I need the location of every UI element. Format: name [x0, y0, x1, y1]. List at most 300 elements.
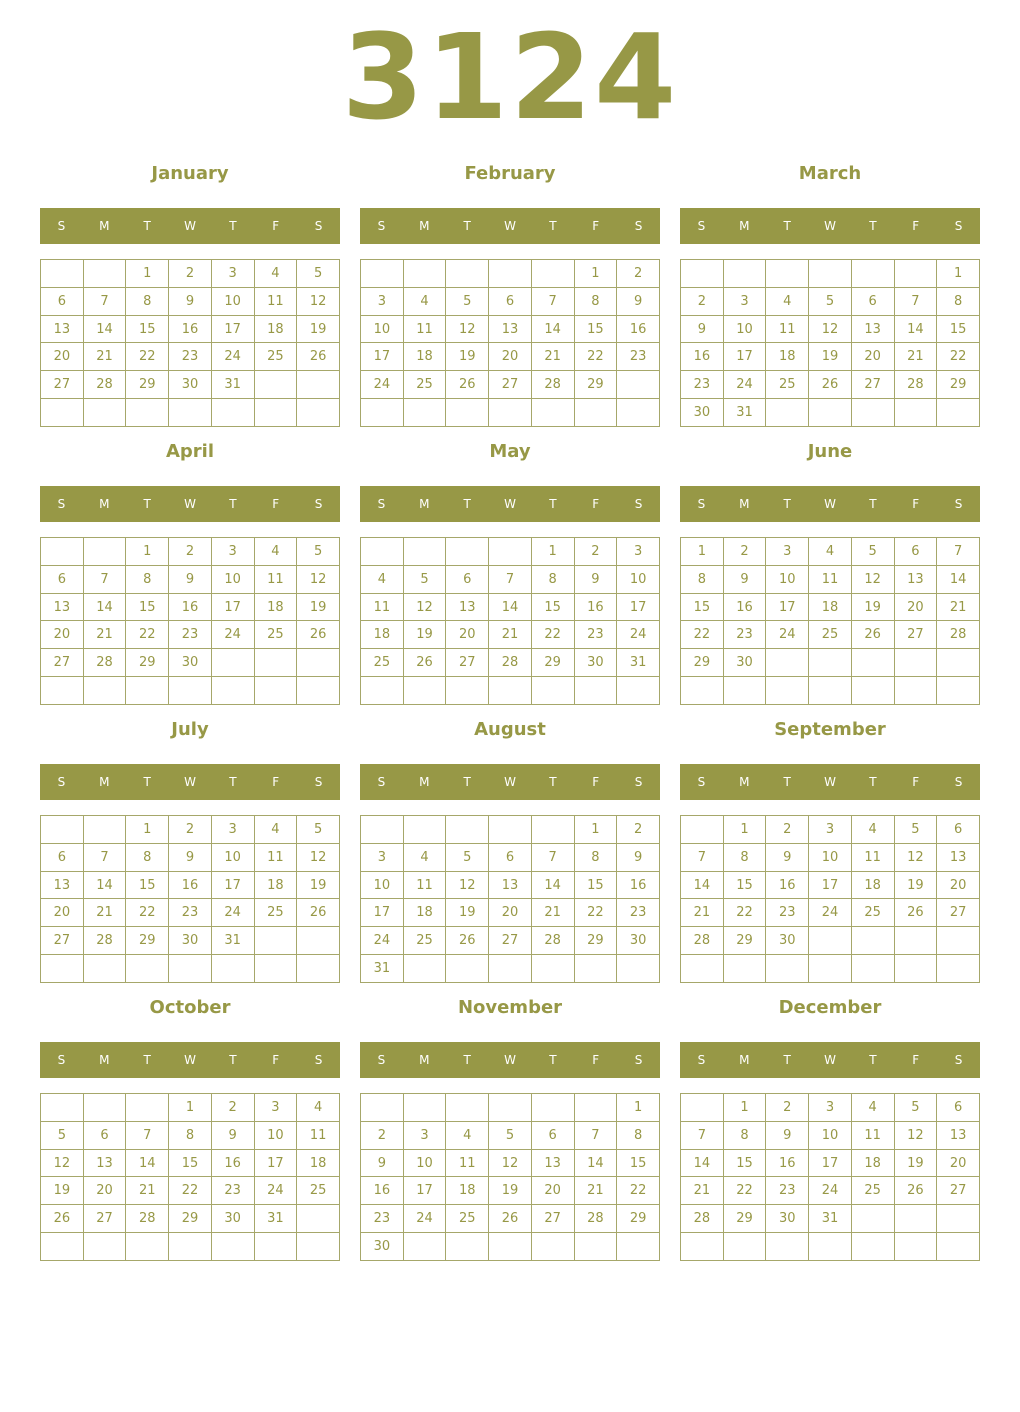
week-row: [361, 260, 660, 288]
empty-cell: [851, 399, 894, 427]
weekday-label: F: [912, 1053, 920, 1067]
day-cell: 7: [894, 287, 937, 315]
day-cell: 17: [361, 343, 404, 371]
day-cell: 9: [361, 1149, 404, 1177]
day-cell: 11: [446, 1149, 489, 1177]
day-cell: 4: [254, 260, 297, 288]
day-cell: 27: [446, 649, 489, 677]
week-row: [41, 649, 340, 677]
empty-cell: [169, 1233, 212, 1261]
day-cell: 25: [766, 371, 809, 399]
day-cell: 9: [723, 565, 766, 593]
empty-cell: [851, 260, 894, 288]
day-cell: 11: [403, 315, 446, 343]
week-row: [681, 287, 980, 315]
day-cell: 5: [851, 538, 894, 566]
weekday-label: T: [463, 1053, 471, 1067]
empty-cell: [617, 955, 660, 983]
week-row: [41, 816, 340, 844]
weekday-header: [360, 208, 660, 244]
day-cell: 25: [254, 621, 297, 649]
day-cell: 15: [126, 593, 169, 621]
week-row: [681, 1149, 980, 1177]
day-cell: 16: [169, 871, 212, 899]
day-cell: 13: [446, 593, 489, 621]
day-cell: 19: [446, 899, 489, 927]
day-cell: 25: [851, 1177, 894, 1205]
week-row: [361, 1233, 660, 1261]
day-cell: 10: [211, 287, 254, 315]
day-cell: 8: [617, 1121, 660, 1149]
day-cell: 11: [809, 565, 852, 593]
day-cell: 6: [851, 287, 894, 315]
week-row: [41, 1205, 340, 1233]
day-cell: 19: [446, 343, 489, 371]
day-cell: 27: [894, 621, 937, 649]
day-cell: 12: [851, 565, 894, 593]
weekday-label: M: [419, 497, 430, 511]
day-cell: 16: [169, 593, 212, 621]
empty-cell: [681, 260, 724, 288]
day-cell: 7: [531, 287, 574, 315]
weekday-label: S: [634, 775, 643, 789]
day-cell: 23: [617, 899, 660, 927]
weekday-label: W: [504, 775, 516, 789]
day-cell: 30: [766, 927, 809, 955]
week-row: [361, 565, 660, 593]
empty-cell: [617, 677, 660, 705]
empty-cell: [83, 955, 126, 983]
day-cell: 18: [254, 315, 297, 343]
day-cell: 18: [254, 593, 297, 621]
empty-cell: [446, 399, 489, 427]
day-cell: 16: [361, 1177, 404, 1205]
week-row: [361, 593, 660, 621]
day-cell: 7: [83, 843, 126, 871]
day-cell: 18: [297, 1149, 340, 1177]
empty-cell: [41, 955, 84, 983]
day-cell: 20: [851, 343, 894, 371]
weekday-header: [680, 486, 980, 522]
week-row: [361, 677, 660, 705]
empty-cell: [531, 816, 574, 844]
day-cell: 20: [531, 1177, 574, 1205]
day-cell: 21: [126, 1177, 169, 1205]
weekday-label: S: [57, 1053, 66, 1067]
weekday-label: T: [143, 1053, 151, 1067]
empty-cell: [809, 260, 852, 288]
weekday-label: W: [504, 497, 516, 511]
day-grid: [680, 537, 980, 705]
empty-cell: [126, 955, 169, 983]
week-row: [361, 1177, 660, 1205]
day-cell: 14: [83, 593, 126, 621]
weekday-label: M: [739, 1053, 750, 1067]
day-cell: 3: [211, 538, 254, 566]
empty-cell: [723, 677, 766, 705]
day-cell: 19: [297, 315, 340, 343]
day-cell: 12: [297, 287, 340, 315]
day-cell: 2: [723, 538, 766, 566]
weekday-label: M: [419, 219, 430, 233]
day-cell: 8: [681, 565, 724, 593]
empty-cell: [297, 1233, 340, 1261]
day-cell: 26: [894, 1177, 937, 1205]
day-cell: 28: [574, 1205, 617, 1233]
weekday-label: T: [783, 1053, 791, 1067]
empty-cell: [617, 399, 660, 427]
day-cell: 26: [446, 927, 489, 955]
day-cell: 13: [531, 1149, 574, 1177]
day-cell: 26: [403, 649, 446, 677]
day-cell: 25: [254, 343, 297, 371]
empty-cell: [531, 955, 574, 983]
day-cell: 22: [126, 343, 169, 371]
day-cell: 22: [681, 621, 724, 649]
day-cell: 27: [531, 1205, 574, 1233]
day-grid: [360, 259, 660, 427]
empty-cell: [489, 1094, 532, 1122]
day-cell: 5: [297, 538, 340, 566]
weekday-label: S: [314, 219, 323, 233]
day-cell: 22: [126, 621, 169, 649]
day-cell: 25: [361, 649, 404, 677]
week-row: [41, 955, 340, 983]
empty-cell: [766, 399, 809, 427]
day-cell: 28: [126, 1205, 169, 1233]
month-name: June: [807, 441, 853, 462]
day-cell: 20: [41, 621, 84, 649]
empty-cell: [766, 649, 809, 677]
day-cell: 8: [937, 287, 980, 315]
day-cell: 4: [809, 538, 852, 566]
day-cell: 2: [766, 816, 809, 844]
weekday-label: S: [314, 1053, 323, 1067]
day-cell: 28: [531, 927, 574, 955]
empty-cell: [361, 399, 404, 427]
weekday-label: S: [634, 1053, 643, 1067]
day-cell: 26: [297, 343, 340, 371]
week-row: [681, 565, 980, 593]
empty-cell: [169, 677, 212, 705]
empty-cell: [937, 1233, 980, 1261]
day-cell: 24: [211, 621, 254, 649]
day-cell: 24: [211, 343, 254, 371]
week-row: [681, 871, 980, 899]
weekday-label: S: [377, 219, 386, 233]
day-cell: 23: [169, 899, 212, 927]
day-cell: 3: [809, 1094, 852, 1122]
empty-cell: [297, 649, 340, 677]
weekday-label: F: [912, 775, 920, 789]
week-row: [361, 1149, 660, 1177]
weekday-label: S: [954, 219, 963, 233]
day-cell: 7: [489, 565, 532, 593]
day-cell: 17: [211, 315, 254, 343]
empty-cell: [531, 260, 574, 288]
day-cell: 29: [723, 1205, 766, 1233]
weekday-header: [680, 208, 980, 244]
day-cell: 29: [681, 649, 724, 677]
empty-cell: [211, 399, 254, 427]
day-cell: 7: [681, 843, 724, 871]
day-cell: 22: [531, 621, 574, 649]
day-cell: 8: [126, 287, 169, 315]
empty-cell: [41, 260, 84, 288]
weekday-header: [40, 1042, 340, 1078]
weekday-label: S: [377, 775, 386, 789]
day-cell: 19: [297, 593, 340, 621]
weekday-label: T: [463, 497, 471, 511]
weekday-label: S: [634, 219, 643, 233]
weekday-label: M: [99, 775, 110, 789]
weekday-header: [40, 486, 340, 522]
empty-cell: [361, 538, 404, 566]
day-cell: 23: [681, 371, 724, 399]
week-row: [361, 871, 660, 899]
day-cell: 30: [681, 399, 724, 427]
day-cell: 17: [723, 343, 766, 371]
day-cell: 8: [531, 565, 574, 593]
day-cell: 13: [41, 315, 84, 343]
empty-cell: [254, 927, 297, 955]
day-cell: 27: [937, 1177, 980, 1205]
empty-cell: [766, 677, 809, 705]
day-cell: 30: [574, 649, 617, 677]
week-row: [681, 1177, 980, 1205]
day-cell: 30: [361, 1233, 404, 1261]
empty-cell: [126, 1233, 169, 1261]
day-cell: 11: [297, 1121, 340, 1149]
empty-cell: [83, 260, 126, 288]
day-cell: 28: [894, 371, 937, 399]
empty-cell: [723, 260, 766, 288]
day-cell: 22: [126, 899, 169, 927]
empty-cell: [894, 677, 937, 705]
day-cell: 17: [254, 1149, 297, 1177]
day-cell: 4: [403, 843, 446, 871]
day-cell: 16: [617, 871, 660, 899]
weekday-label: F: [592, 497, 600, 511]
weekday-label: F: [272, 1053, 280, 1067]
day-cell: 26: [41, 1205, 84, 1233]
month-name: March: [798, 163, 862, 184]
day-cell: 20: [489, 343, 532, 371]
day-cell: 15: [937, 315, 980, 343]
day-cell: 21: [83, 621, 126, 649]
day-cell: 24: [211, 899, 254, 927]
weekday-label: M: [739, 219, 750, 233]
day-cell: 22: [574, 899, 617, 927]
weekday-label: T: [229, 1053, 237, 1067]
day-cell: 6: [531, 1121, 574, 1149]
day-cell: 16: [617, 315, 660, 343]
weekday-label: T: [143, 219, 151, 233]
week-row: [681, 1233, 980, 1261]
week-row: [681, 371, 980, 399]
day-cell: 1: [531, 538, 574, 566]
day-cell: 14: [937, 565, 980, 593]
day-cell: 15: [169, 1149, 212, 1177]
day-cell: 5: [297, 260, 340, 288]
empty-cell: [211, 955, 254, 983]
day-cell: 6: [489, 843, 532, 871]
empty-cell: [489, 955, 532, 983]
day-cell: 25: [446, 1205, 489, 1233]
week-row: [41, 399, 340, 427]
day-cell: 26: [297, 899, 340, 927]
empty-cell: [211, 649, 254, 677]
day-cell: 23: [169, 343, 212, 371]
day-cell: 27: [489, 371, 532, 399]
empty-cell: [766, 1233, 809, 1261]
empty-cell: [809, 399, 852, 427]
week-row: [41, 927, 340, 955]
empty-cell: [489, 260, 532, 288]
day-cell: 10: [361, 871, 404, 899]
week-row: [361, 287, 660, 315]
day-cell: 27: [41, 371, 84, 399]
day-cell: 13: [489, 315, 532, 343]
day-cell: 24: [403, 1205, 446, 1233]
day-cell: 6: [937, 816, 980, 844]
day-cell: 9: [766, 1121, 809, 1149]
week-row: [681, 816, 980, 844]
day-cell: 22: [617, 1177, 660, 1205]
day-cell: 28: [83, 649, 126, 677]
day-cell: 28: [937, 621, 980, 649]
day-cell: 17: [211, 593, 254, 621]
day-cell: 29: [531, 649, 574, 677]
day-cell: 22: [723, 899, 766, 927]
day-cell: 29: [617, 1205, 660, 1233]
empty-cell: [403, 1233, 446, 1261]
empty-cell: [361, 816, 404, 844]
day-cell: 19: [41, 1177, 84, 1205]
day-cell: 14: [126, 1149, 169, 1177]
day-cell: 1: [681, 538, 724, 566]
day-cell: 3: [254, 1094, 297, 1122]
empty-cell: [681, 1094, 724, 1122]
month-name: January: [151, 163, 229, 184]
month-name: August: [474, 719, 546, 740]
day-cell: 10: [211, 565, 254, 593]
week-row: [361, 927, 660, 955]
day-cell: 9: [766, 843, 809, 871]
weekday-label: S: [954, 1053, 963, 1067]
day-cell: 13: [41, 871, 84, 899]
week-row: [681, 260, 980, 288]
day-cell: 31: [723, 399, 766, 427]
day-cell: 12: [446, 315, 489, 343]
day-cell: 1: [169, 1094, 212, 1122]
week-row: [361, 371, 660, 399]
day-cell: 2: [169, 538, 212, 566]
day-cell: 6: [937, 1094, 980, 1122]
day-cell: 5: [809, 287, 852, 315]
day-cell: 24: [809, 899, 852, 927]
day-cell: 24: [723, 371, 766, 399]
day-cell: 26: [297, 621, 340, 649]
day-cell: 27: [851, 371, 894, 399]
day-cell: 3: [403, 1121, 446, 1149]
week-row: [361, 899, 660, 927]
day-cell: 18: [446, 1177, 489, 1205]
week-row: [681, 399, 980, 427]
day-cell: 2: [211, 1094, 254, 1122]
empty-cell: [531, 1233, 574, 1261]
weekday-label: T: [229, 775, 237, 789]
month-name: September: [774, 719, 886, 740]
weekday-label: S: [314, 775, 323, 789]
empty-cell: [446, 260, 489, 288]
day-grid: [40, 1093, 340, 1261]
day-cell: 12: [809, 315, 852, 343]
week-row: [361, 1205, 660, 1233]
empty-cell: [489, 1233, 532, 1261]
day-cell: 7: [681, 1121, 724, 1149]
day-cell: 20: [41, 899, 84, 927]
day-cell: 3: [211, 260, 254, 288]
week-row: [361, 816, 660, 844]
day-cell: 8: [574, 287, 617, 315]
day-cell: 5: [489, 1121, 532, 1149]
weekday-label: T: [463, 775, 471, 789]
day-cell: 5: [894, 816, 937, 844]
empty-cell: [297, 927, 340, 955]
month-name: December: [778, 997, 882, 1018]
day-cell: 4: [766, 287, 809, 315]
day-cell: 27: [83, 1205, 126, 1233]
week-row: [681, 621, 980, 649]
day-cell: 12: [403, 593, 446, 621]
day-cell: 18: [361, 621, 404, 649]
day-cell: 4: [254, 538, 297, 566]
empty-cell: [297, 371, 340, 399]
day-cell: 26: [809, 371, 852, 399]
empty-cell: [851, 1233, 894, 1261]
day-cell: 29: [723, 927, 766, 955]
day-cell: 27: [41, 649, 84, 677]
weekday-label: S: [57, 219, 66, 233]
day-cell: 10: [254, 1121, 297, 1149]
empty-cell: [126, 677, 169, 705]
week-row: [41, 538, 340, 566]
week-row: [681, 677, 980, 705]
weekday-header: [680, 1042, 980, 1078]
weekday-header: [40, 208, 340, 244]
week-row: [681, 955, 980, 983]
empty-cell: [894, 260, 937, 288]
weekday-label: W: [504, 1053, 516, 1067]
week-row: [361, 1121, 660, 1149]
empty-cell: [403, 816, 446, 844]
weekday-header: [40, 764, 340, 800]
empty-cell: [723, 955, 766, 983]
day-cell: 14: [681, 871, 724, 899]
empty-cell: [574, 677, 617, 705]
day-cell: 15: [574, 871, 617, 899]
day-cell: 30: [766, 1205, 809, 1233]
week-row: [41, 677, 340, 705]
week-row: [361, 1094, 660, 1122]
day-grid: [40, 537, 340, 705]
weekday-label: W: [504, 219, 516, 233]
day-cell: 9: [211, 1121, 254, 1149]
day-cell: 2: [169, 816, 212, 844]
day-cell: 12: [446, 871, 489, 899]
day-cell: 28: [681, 1205, 724, 1233]
